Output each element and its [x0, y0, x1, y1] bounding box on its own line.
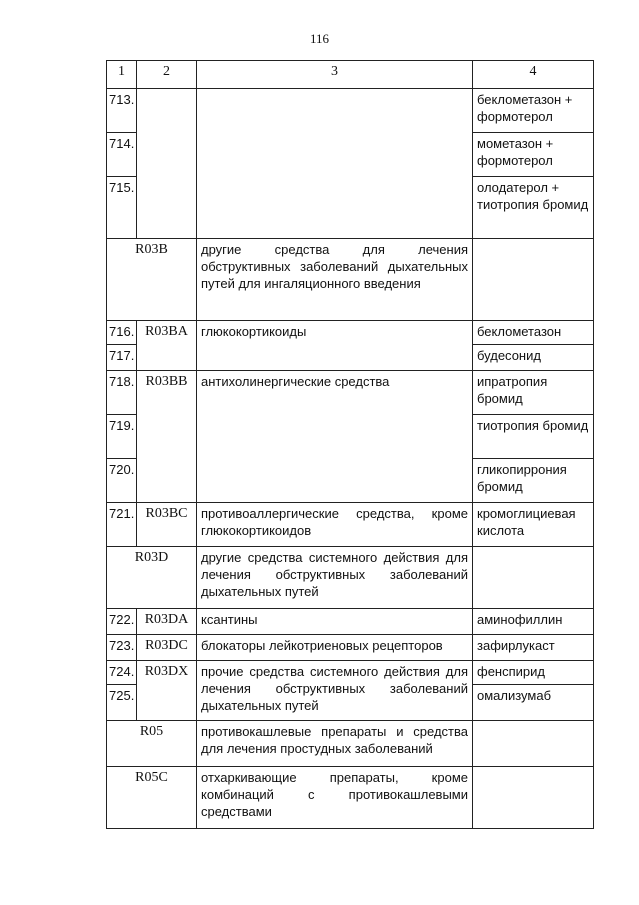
table-row: [107, 503, 594, 547]
atc-description: глюкокортикоиды: [197, 321, 473, 371]
atc-code: R03DX: [137, 661, 197, 721]
atc-description: блокаторы лейкотриеновых рецепторов: [197, 635, 473, 661]
group-code: R03D: [107, 547, 197, 609]
atc-code: R03BC: [137, 503, 197, 547]
group-description-cell: [197, 767, 473, 829]
group-description: другие средства для лечения обструктивных заболеваний дыхательных путей для ингаляционного введения: [201, 242, 468, 291]
drug-name: олодатерол + тиотропия бромид: [473, 177, 594, 239]
row-number: 725.: [107, 685, 137, 721]
drug-name: мометазон + формотерол: [473, 133, 594, 177]
code-cell-empty: [137, 89, 197, 239]
row-number: 713.: [107, 89, 137, 133]
header-col-3: 3: [197, 61, 473, 89]
page-number: 116: [309, 31, 330, 46]
drug-name: зафирлукаст: [473, 635, 594, 661]
row-number: 718.: [107, 371, 137, 415]
atc-code: R03BB: [137, 371, 197, 503]
drug-cell-empty: [473, 721, 594, 767]
group-row: [107, 767, 594, 829]
drug-name: фенспирид: [473, 661, 594, 685]
atc-description: прочие средства системного действия для лечения обструктивных заболеваний дыхательных путей: [201, 664, 468, 713]
drug-name: ипратропия бромид: [473, 371, 594, 415]
group-code: R05: [107, 721, 197, 767]
group-row: [107, 239, 594, 321]
atc-description: антихолинергические средства: [197, 371, 473, 503]
drug-classification-table: [106, 60, 594, 829]
atc-description: ксантины: [197, 609, 473, 635]
table-row: [107, 321, 594, 345]
row-number: 716.: [107, 321, 137, 345]
row-number: 714.: [107, 133, 137, 177]
table-row: [107, 609, 594, 635]
atc-code: R03BA: [137, 321, 197, 371]
table-row: [107, 89, 594, 133]
drug-name: беклометазон + формотерол: [473, 89, 594, 133]
header-col-2: 2: [137, 61, 197, 89]
desc-cell-empty: [197, 89, 473, 239]
row-number: 720.: [107, 459, 137, 503]
row-number: 719.: [107, 415, 137, 459]
group-description-cell: [197, 239, 473, 321]
group-code: R05C: [107, 767, 197, 829]
drug-name: тиотропия бромид: [473, 415, 594, 459]
group-description: другие средства системного действия для лечения обструктивных заболеваний дыхательных путей: [201, 550, 468, 599]
header-col-1: 1: [107, 61, 137, 89]
group-row: [107, 547, 594, 609]
drug-cell-empty: [473, 767, 594, 829]
drug-name: будесонид: [473, 345, 594, 371]
table-row: [107, 371, 594, 415]
row-number: 721.: [107, 503, 137, 547]
drug-name: беклометазон: [473, 321, 594, 345]
group-description-cell: [197, 721, 473, 767]
drug-name: омализумаб: [473, 685, 594, 721]
atc-code: R03DC: [137, 635, 197, 661]
drug-name: гликопиррония бромид: [473, 459, 594, 503]
atc-code: R03DA: [137, 609, 197, 635]
row-number: 722.: [107, 609, 137, 635]
atc-description-cell: [197, 661, 473, 721]
table-row: [107, 661, 594, 685]
drug-cell-empty: [473, 239, 594, 321]
atc-description-cell: [197, 503, 473, 547]
row-number: 724.: [107, 661, 137, 685]
row-number: 715.: [107, 177, 137, 239]
drug-name: аминофиллин: [473, 609, 594, 635]
group-description: отхаркивающие препараты, кроме комбинаций с противокашлевыми средствами: [201, 770, 468, 819]
group-description: противокашлевые препараты и средства для лечения простудных заболеваний: [201, 724, 468, 756]
row-number: 723.: [107, 635, 137, 661]
drug-name: кромоглициевая кислота: [473, 503, 594, 547]
table-header-row: [107, 61, 594, 89]
drug-cell-empty: [473, 547, 594, 609]
group-description-cell: [197, 547, 473, 609]
group-code: R03B: [107, 239, 197, 321]
header-col-4: 4: [473, 61, 594, 89]
row-number: 717.: [107, 345, 137, 371]
table-row: [107, 635, 594, 661]
group-row: [107, 721, 594, 767]
atc-description: противоаллергические средства, кроме глюкокортикоидов: [201, 506, 468, 538]
